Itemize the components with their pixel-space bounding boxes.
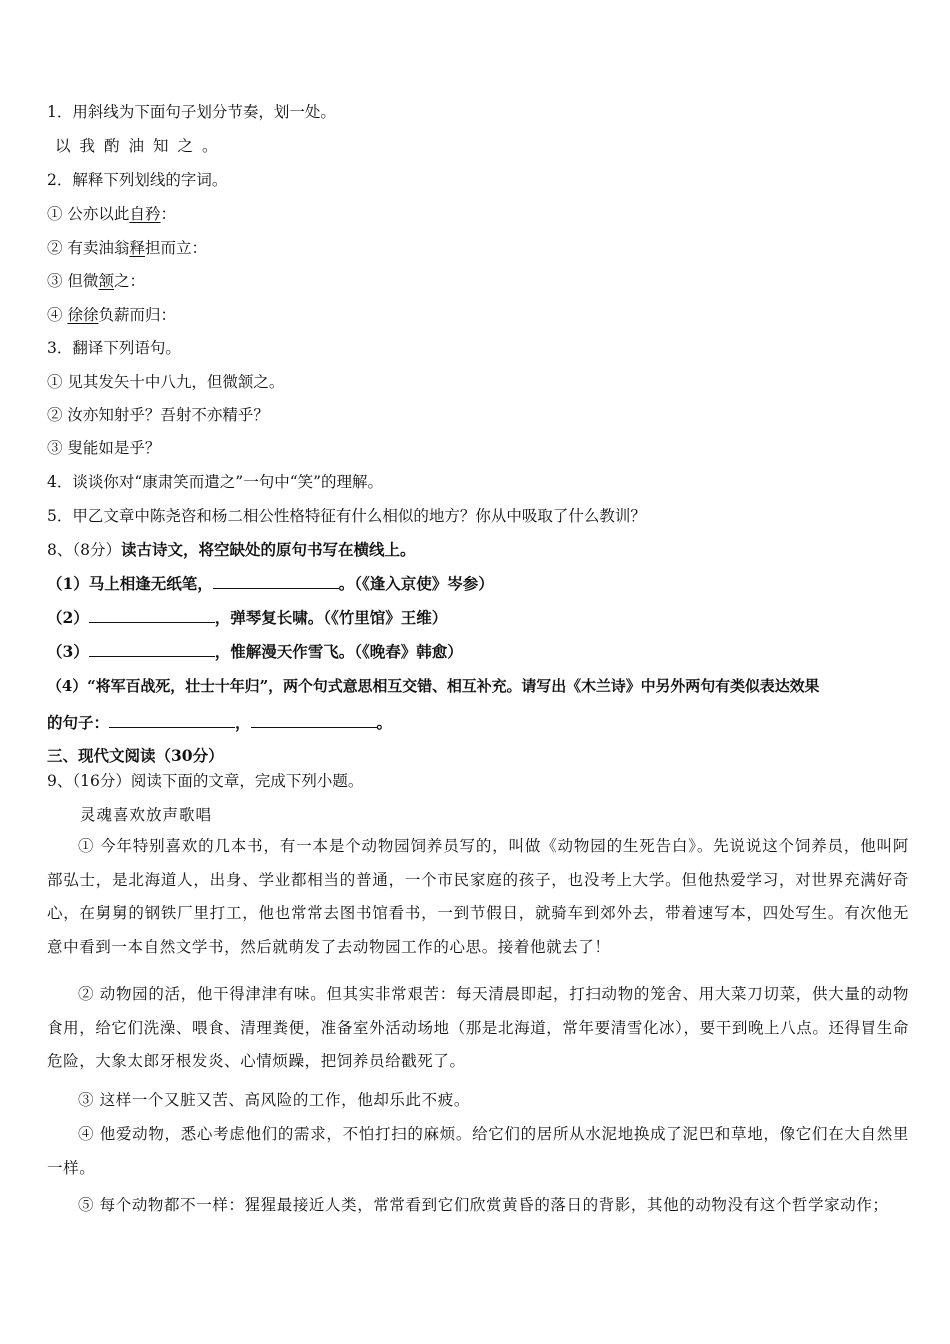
question-3-item: ③ 叟能如是乎？ bbox=[47, 439, 161, 457]
item-text: ③ 但微 bbox=[47, 272, 99, 290]
item-text: ④ bbox=[47, 306, 68, 324]
question-2-item bbox=[47, 204, 176, 224]
line-text: 。 bbox=[376, 713, 393, 732]
question-3: 3．翻译下列语句。 bbox=[47, 339, 181, 357]
question-8-line-4: （4）“将军百战死，壮士十年归”，两个句式意思相互交错、相互补充。请写出《木兰诗》中另外两句有类似表达效果 bbox=[47, 677, 820, 695]
answer-blank[interactable] bbox=[89, 641, 215, 657]
answer-blank[interactable] bbox=[213, 573, 339, 589]
underlined-word: 徐徐 bbox=[67, 306, 99, 324]
question-2: 2．解释下列划线的字词。 bbox=[47, 171, 228, 189]
question-3-item: ② 汝亦知射乎？吾射不亦精乎？ bbox=[47, 406, 269, 424]
item-text: ： bbox=[160, 205, 176, 223]
question-8-line-3 bbox=[47, 641, 463, 662]
question-8-heading bbox=[47, 540, 416, 560]
answer-blank[interactable] bbox=[251, 712, 377, 728]
line-text: （3） bbox=[47, 642, 89, 661]
question-8-number: 8、（8分） bbox=[47, 541, 121, 559]
item-text: 担而立： bbox=[144, 239, 207, 257]
question-8-line-2 bbox=[47, 607, 447, 628]
article-paragraph: ① 今年特别喜欢的几本书，有一本是个动物园饲养员写的，叫做《动物园的生死告白》。先说说这个饲养员，他叫阿部弘士，是北海道人，出身、学业都相当的普通，一个市民家庭的孩子，也没考上大学。但他热爱学习，对世界充满好奇心，在舅舅的钢铁厂里打工，他也常常去图书馆看书，一到节假日，就骑车到郊外去，带着速写本，四处写生。有次他无意中看到一本自然文学书，然后就萌发了去动物园工作的心思。接着他就去了！ bbox=[47, 837, 909, 956]
article-paragraph: ⑤ 每个动物都不一样：猩猩最接近人类，常常看到它们欣赏黄昏的落日的背影，其他的动物没有这个哲学家动作； bbox=[78, 1196, 889, 1214]
item-text: ② 有卖油翁 bbox=[47, 239, 130, 257]
answer-blank[interactable] bbox=[109, 712, 235, 728]
line-text: 。（《逢入京使》岑参） bbox=[338, 574, 494, 593]
line-text: ，惟解漫天作雪飞。（《晚春》韩愈） bbox=[214, 642, 463, 661]
question-1-sentence: 以我酌油知之。 bbox=[55, 137, 227, 155]
question-8-line-1 bbox=[47, 573, 494, 594]
line-text: ，弹琴复长啸。（《竹里馆》王维） bbox=[214, 608, 448, 627]
line-text: 的句子： bbox=[47, 713, 110, 732]
item-text: 负薪而归： bbox=[98, 306, 176, 324]
question-4: 4．谈谈你对“康肃笑而遣之”一句中“笑”的理解。 bbox=[47, 473, 384, 491]
question-9: 9、（16分）阅读下面的文章，完成下列小题。 bbox=[47, 772, 364, 790]
question-2-item bbox=[47, 305, 176, 325]
question-1: 1．用斜线为下面句子划分节奏，划一处。 bbox=[47, 103, 336, 121]
article-paragraph: ② 动物园的活，他干得津津有味。但其实非常艰苦：每天清晨即起，打扫动物的笼舍、用大菜刀切菜，供大量的动物食用，给它们洗澡、喂食、清理粪便，准备室外活动场地（那是北海道，常年要清雪化冰），要干到晚上八点。还得冒生命危险，大象太郎牙根发炎、心情烦躁，把饲养员给戳死了。 bbox=[47, 985, 909, 1070]
answer-blank[interactable] bbox=[89, 607, 215, 623]
question-2-item bbox=[47, 238, 207, 258]
section-heading: 三、现代文阅读（30分） bbox=[47, 746, 224, 765]
article-paragraph: ③ 这样一个又脏又苦、高风险的工作，他却乐此不疲。 bbox=[78, 1091, 470, 1109]
underlined-word: 释 bbox=[129, 239, 145, 257]
line-text: （2） bbox=[47, 608, 89, 627]
item-text: 之： bbox=[113, 272, 145, 290]
question-8-line-5 bbox=[47, 712, 392, 733]
question-8-instruction: 读古诗文，将空缺处的原句书写在横线上。 bbox=[120, 540, 416, 559]
question-3-item: ① 见其发矢十中八九，但微颔之。 bbox=[47, 373, 285, 391]
underlined-word: 颔 bbox=[98, 272, 114, 290]
underlined-word: 自矜 bbox=[129, 205, 161, 223]
article-title: 灵魂喜欢放声歌唱 bbox=[80, 806, 213, 824]
item-text: ① 公亦以此 bbox=[47, 205, 130, 223]
article-paragraph: ④ 他爱动物，悉心考虑他们的需求，不怕打扫的麻烦。给它们的居所从水泥地换成了泥巴和草地，像它们在大自然里一样。 bbox=[47, 1125, 909, 1177]
line-text: （1）马上相逢无纸笔， bbox=[47, 574, 213, 593]
question-2-item bbox=[47, 271, 145, 291]
question-5: 5．甲乙文章中陈尧咨和杨二相公性格特征有什么相似的地方？你从中吸取了什么教训？ bbox=[47, 507, 646, 525]
line-text: ， bbox=[235, 713, 251, 732]
